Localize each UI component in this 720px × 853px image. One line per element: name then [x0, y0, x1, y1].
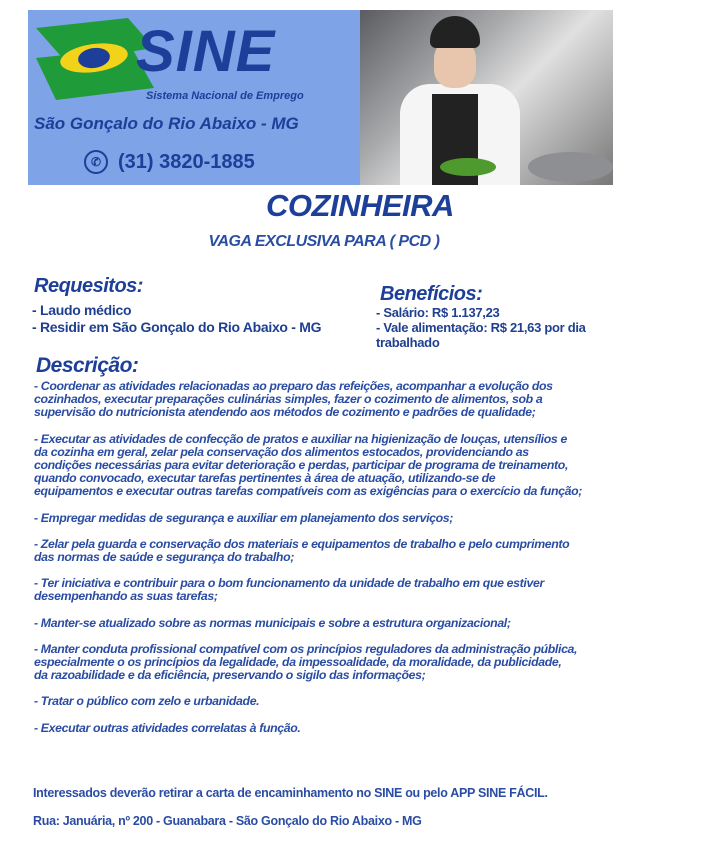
phone-number: (31) 3820-1885 [118, 150, 255, 173]
description-paragraph: - Empregar medidas de segurança e auxiliar em planejamento dos serviços; [34, 510, 454, 525]
job-title: COZINHEIRA [266, 188, 454, 223]
job-subtitle: VAGA EXCLUSIVA PARA ( PCD ) [208, 233, 440, 250]
city-label: São Gonçalo do Rio Abaixo - MG [34, 114, 299, 133]
list-item: - Laudo médico [32, 302, 132, 318]
description-paragraph: - Zelar pela guarda e conservação dos materiais e equipamentos de trabalho e pelo cumprimento das normas de saúde e segurança do trabalho; [34, 536, 570, 565]
list-item: - Salário: R$ 1.137,23 [376, 305, 500, 320]
sine-logo-subtitle: Sistema Nacional de Emprego [146, 90, 304, 102]
header-banner [28, 10, 613, 185]
chef-photo [360, 10, 613, 185]
description-paragraph: - Manter-se atualizado sobre as normas municipais e sobre a estrutura organizacional; [34, 615, 511, 630]
requisitos-list [32, 302, 362, 336]
descricao-heading: Descrição: [36, 354, 139, 377]
list-item: - Vale alimentação: R$ 21,63 por dia trabalhado [376, 320, 586, 350]
sine-logo-text: SINE [136, 19, 276, 84]
footer-instructions: Interessados deverão retirar a carta de encaminhamento no SINE ou pelo APP SINE FÁCIL. [33, 786, 548, 800]
description-paragraph: - Coordenar as atividades relacionadas ao preparo das refeições, acompanhar a evolução dos cozinhados, executar preparações culinárias simples, fazer o cozimento de alimentos, sob a supervisão do nutricionista atendendo aos métodos de cozimento e padrões de qualidade; [34, 379, 553, 420]
description-paragraph: - Executar as atividades de confecção de pratos e auxiliar na higienização de louças, utensílios e da cozinha em geral, zelar pela conservação dos alimentos estocados, providenciando as condições necessárias para evitar deterioração e perdas, participar de programa de treinamento, quando convocado, executar tarefas pertinentes à área de atuação, utilizando-se de equipamentos e executar outras tarefas compatíveis com as exigências para o exercício da função; [34, 431, 583, 499]
description-paragraph: - Ter iniciativa e contribuir para o bom funcionamento da unidade de trabalho em que estiver desempenhando as suas tarefas; [34, 576, 544, 604]
beneficios-list [376, 305, 626, 350]
beneficios-heading: Benefícios: [380, 283, 483, 305]
footer-address: Rua: Januária, nº 200 - Guanabara - São Gonçalo do Rio Abaixo - MG [33, 814, 422, 828]
description-paragraph: - Tratar o público com zelo e urbanidade. [34, 694, 260, 709]
sine-panel [28, 10, 360, 185]
description-paragraph: - Executar outras atividades correlatas à função. [34, 720, 301, 735]
phone-icon: ✆ [84, 150, 108, 174]
description-paragraph: - Manter conduta profissional compatível com os princípios reguladores da administração pública, especialmente o os princípios da legalidade, da impessoalidade, da moralidade, da publicidade, da razoabilidade e da eficiência, preservando o sigilo das informações; [34, 641, 578, 683]
phone-contact [84, 150, 255, 174]
requisitos-heading: Requesitos: [34, 275, 143, 297]
descricao-body [34, 380, 654, 748]
list-item: - Residir em São Gonçalo do Rio Abaixo - MG [32, 319, 322, 335]
